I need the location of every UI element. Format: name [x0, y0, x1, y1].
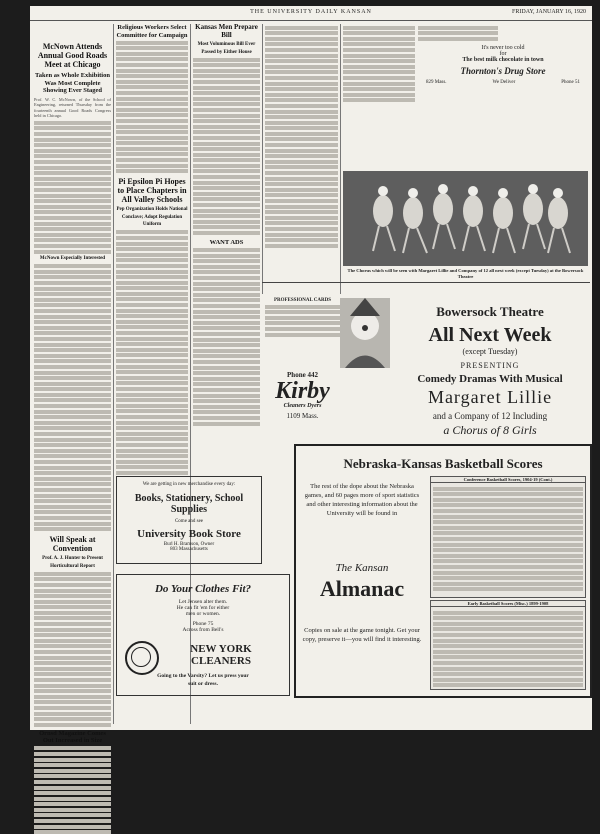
chocolate-line3: The best milk chocolate in town: [462, 56, 544, 63]
books-owner: Burl H. Bramson, Owner: [163, 542, 215, 547]
theatre-star: Margaret Lillie: [427, 387, 553, 407]
clothes-going2: suit or dress.: [188, 681, 218, 687]
kirby-addr: 1109 Mass.: [286, 412, 319, 420]
theatre-name: Bowersock Theatre: [436, 304, 544, 319]
kirby-cleaners-ad: [265, 371, 340, 441]
kirby-name: Kirby: [275, 378, 330, 404]
headline-convention: Will Speak at Convention: [49, 535, 96, 554]
clothes-across: Across from Bell's: [182, 627, 224, 633]
subhead-convention: Prof. A. J. Hunter to Present Horticultural Report: [42, 556, 103, 569]
basketball-scores-ad: [294, 444, 592, 698]
article-mcnown-body: [34, 264, 111, 531]
kirby-phone: Phone 442: [287, 371, 318, 379]
clothes-title: Do Your Clothes Fit?: [154, 583, 252, 595]
article-convention-body: [34, 572, 111, 727]
section-divider: [262, 282, 590, 283]
cleaners-seal-icon: [125, 641, 159, 675]
headline-good-roads: McNown Attends Annual Good Roads Meet at Chicago: [37, 42, 108, 69]
clown-image: [340, 298, 390, 368]
chocolate-ad: [418, 24, 588, 106]
bowersock-theatre-ad: [392, 298, 588, 438]
want-ads-continued: [265, 26, 338, 248]
clothes-phone: Phone 75: [192, 621, 214, 627]
column-rule: [262, 24, 263, 294]
theatre-line4: and a Company of 12 Including: [432, 411, 548, 421]
subhead-pi-epsilon-pi: Pep Organization Holds National Conclave; Adopt Regulation Uniform: [116, 207, 188, 228]
theatre-line5: a Chorus of 8 Girls: [443, 423, 537, 437]
books-store-name: University Book Store: [137, 528, 241, 540]
almanac-intro: The rest of the dope about the Nebraska games, and 60 pages more of sport statistics and other interesting information about the University will be found in: [304, 483, 420, 517]
chorus-photo: [343, 171, 588, 266]
column-1: [34, 24, 111, 745]
university-book-store-ad: [116, 476, 262, 564]
new-york-cleaners-ad: [116, 574, 290, 696]
chocolate-line2: for: [499, 50, 507, 57]
chocolate-phone: Phone 51: [561, 79, 580, 85]
article-religious-body: [116, 41, 188, 174]
chocolate-addr: 829 Mass.: [426, 79, 447, 85]
paper-name: THE UNIVERSITY DAILY KANSAN: [250, 9, 372, 15]
column-2: [116, 24, 188, 464]
article-pi-epsilon-body: [116, 230, 188, 475]
headline-magazine: Ornsd Magazine Comes Out Increased in Size: [39, 729, 106, 745]
theatre-line3: Comedy Dramas With Musical: [417, 373, 563, 385]
basketball-title: Nebraska-Kansas Basketball Scores: [343, 456, 543, 471]
professional-cards: [265, 298, 340, 368]
clothes-going: Going to the Varsity? Let us press your: [157, 673, 249, 679]
want-ads-title: WANT ADS: [209, 239, 244, 246]
theatre-line2: (except Tuesday): [462, 347, 518, 356]
books-addr: 803 Massachusetts: [170, 547, 208, 552]
issue-date: FRIDAY, JANUARY 16, 1920: [512, 9, 586, 15]
books-intro: We are getting in new merchandise every day:: [142, 482, 236, 487]
conference-table-title: Conference Basketball Scores, 1904-19 (Cont.): [431, 477, 585, 483]
chorus-dancers-image: [343, 171, 588, 266]
column-4: [265, 24, 338, 294]
early-table-title: Early Basketball Scores (Misc.) 1899-1908: [431, 601, 585, 607]
conference-scores-table: [430, 476, 586, 598]
headline-kansas-bill: Kansas Men Prepare Bill: [195, 23, 258, 39]
theatre-line1: All Next Week: [428, 324, 552, 346]
books-title: Books, Stationery, School Supplies: [134, 493, 244, 515]
almanac-title: Almanac: [319, 576, 405, 601]
subhead-good-roads: Taken as Whole Exhibition Was Most Complete Showing Ever Staged: [35, 72, 110, 94]
theatre-presenting: PRESENTING: [460, 361, 520, 370]
headline-religious-workers: Religious Workers Select Committee for Campaign: [116, 24, 188, 39]
clown-photo: [340, 298, 390, 368]
professional-cards-title: PROFESSIONAL CARDS: [273, 298, 332, 303]
column-3: [193, 24, 260, 464]
almanac-the-kansan: The Kansan: [335, 562, 389, 574]
masthead-strip: [30, 6, 592, 21]
subhead-kansas-bill: Most Voluminous Bill Ever Passed by Either House: [197, 42, 256, 55]
chocolate-deliver: We Deliver: [492, 79, 516, 85]
drug-store-name: Thornton's Drug Store: [460, 65, 546, 76]
column-rule: [340, 24, 341, 294]
headline-pi-epsilon-pi: Pi Epsilon Pi Hopes to Place Chapters in All Valley Schools: [117, 177, 187, 205]
article-good-roads-body: [34, 121, 111, 254]
column-rule: [113, 24, 114, 724]
chorus-caption: The Chorus which will be seen with Margaret Lillie and Company of 12 all next week (except Tuesday) at the Bowersock Theatre: [347, 268, 584, 279]
clothes-l3: men or women.: [185, 611, 221, 617]
article-kansas-bill-body: [193, 58, 260, 235]
article-magazine-body: [34, 746, 111, 834]
subhead-mcnown: McNown Especially Interested: [39, 256, 106, 262]
cleaners-brand: NEW YORK CLEANERS: [190, 643, 252, 667]
chocolate-line1: It's never too cold: [481, 44, 525, 51]
almanac-copies: Copies on sale at the game tonight. Get your copy, preserve it—you will find it interesting.: [302, 627, 422, 643]
want-ads-col5: [343, 26, 415, 103]
clothes-l2: He can fit 'em for either: [176, 605, 230, 611]
kirby-sub: Cleaners Dyers: [283, 403, 322, 409]
column-5: [343, 24, 415, 124]
early-scores-table: [430, 600, 586, 690]
books-come: Come and see: [174, 519, 204, 524]
want-ads-body: [193, 248, 260, 425]
newspaper-page: [30, 6, 592, 745]
clothes-l1: Let Jensen alter them.: [178, 599, 228, 605]
article-good-roads-lead: Prof. W. C. McNown, of the School of Engineering, returned Thursday from the fourteenth annual Good Roads Congress held in Chicago.: [34, 96, 111, 119]
